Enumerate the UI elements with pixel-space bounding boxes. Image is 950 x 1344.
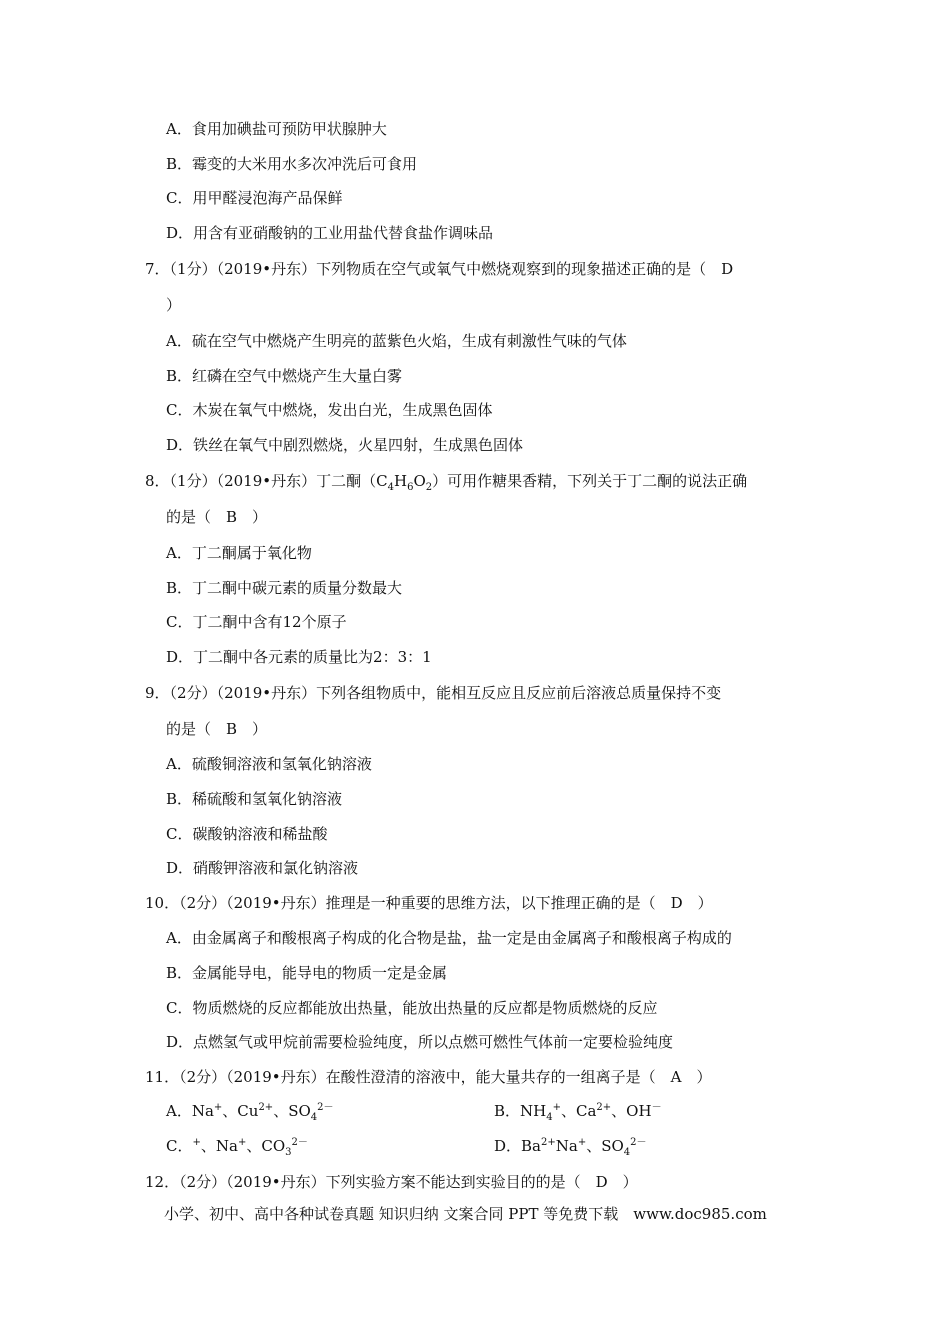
q11-d-text-3: 、SO	[586, 1137, 624, 1155]
q7-option-c: C．木炭在氧气中燃烧，发出白光，生成黑色固体	[166, 401, 493, 419]
q11-c-sup-1: +	[192, 1137, 201, 1148]
q7-option-a: A．硫在空气中燃烧产生明亮的蓝紫色火焰，生成有刺激性气味的气体	[166, 332, 627, 350]
q11-option-c	[166, 1136, 308, 1156]
q11-c-sup-2: +	[237, 1137, 247, 1148]
q10-option-c: C．物质燃烧的反应都能放出热量，能放出热量的反应都是物质燃烧的反应	[166, 999, 658, 1017]
q11-b-text-2: 、Ca	[561, 1102, 597, 1120]
q11-option-d	[494, 1136, 647, 1156]
q8-stem-a: 8．（1分）（2019•丹东）丁二酮（C	[145, 472, 388, 490]
q11-c-sub-3: 3	[285, 1147, 292, 1158]
q9-option-a: A．硫酸铜溶液和氢氧化钠溶液	[166, 755, 372, 773]
q11-c-text-2: 、Na	[200, 1137, 238, 1155]
q10-option-b: B．金属能导电，能导电的物质一定是金属	[166, 964, 448, 982]
q11-d-sup-3: 2－	[630, 1137, 647, 1148]
q11-b-sup-2: 2+	[596, 1102, 612, 1113]
q9-option-b: B．稀硫酸和氢氧化钠溶液	[166, 790, 343, 808]
q7-option-b: B．红磷在空气中燃烧产生大量白雾	[166, 367, 403, 385]
q11-d-text-1: D．Ba	[494, 1137, 541, 1155]
q7-option-d: D．铁丝在氧气中剧烈燃烧，火星四射，生成黑色固体	[166, 436, 524, 454]
q7-stem-cont: ）	[166, 296, 182, 314]
q8-stem-b: ）可用作糖果香精，下列关于丁二酮的说法正确	[432, 472, 748, 490]
q11-b-sup-3: －	[651, 1102, 662, 1113]
q8-option-d: D．丁二酮中各元素的质量比为2：3：1	[166, 648, 432, 666]
q10-stem: 10．（2分）（2019•丹东）推理是一种重要的思维方法，以下推理正确的是（ D ）	[145, 894, 713, 912]
page-footer: 小学、初中、高中各种试卷真题 知识归纳 文案合同 PPT 等免费下载 www.doc985.com	[164, 1205, 767, 1223]
q11-c-text-1: C．	[166, 1137, 193, 1155]
q11-option-a	[166, 1101, 334, 1121]
q11-d-sup-1: 2+	[541, 1137, 556, 1148]
q11-b-sub-1: 4	[546, 1112, 553, 1123]
q11-b-text-1: B．NH	[494, 1102, 547, 1120]
q11-stem: 11．（2分）（2019•丹东）在酸性澄清的溶液中，能大量共存的一组离子是（ A ）	[145, 1068, 712, 1086]
q11-c-sup-3: 2－	[291, 1137, 308, 1148]
q8-option-b: B．丁二酮中碳元素的质量分数最大	[166, 579, 403, 597]
q9-option-c: C．碳酸钠溶液和稀盐酸	[166, 825, 328, 843]
q11-a-text-2: 、Cu	[222, 1102, 259, 1120]
q6-option-d: D．用含有亚硝酸钠的工业用盐代替食盐作调味品	[166, 224, 494, 242]
q12-stem: 12．（2分）（2019•丹东）下列实验方案不能达到实验目的的是（ D ）	[145, 1173, 638, 1191]
q8-sub-2: 2	[425, 482, 433, 493]
q8-sub-6: 6	[407, 482, 414, 493]
q8-sub-4: 4	[387, 482, 394, 493]
q9-option-d: D．硝酸钾溶液和氯化钠溶液	[166, 859, 359, 877]
q9-stem: 9．（2分）（2019•丹东）下列各组物质中，能相互反应且反应前后溶液总质量保持不变	[145, 684, 722, 702]
q11-a-sup-3: 2－	[317, 1102, 334, 1113]
q11-a-sub-3: 4	[310, 1112, 318, 1123]
q11-d-sub-3: 4	[623, 1147, 631, 1158]
q8-stem-cont: 的是（ B ）	[166, 508, 268, 526]
q11-b-sup-1: +	[552, 1102, 561, 1113]
q8-mid-h: H	[393, 472, 408, 490]
q6-option-c: C．用甲醛浸泡海产品保鲜	[166, 189, 343, 207]
q6-option-b: B．霉变的大米用水多次冲洗后可食用	[166, 155, 418, 173]
q6-option-a: A．食用加碘盐可预防甲状腺肿大	[166, 120, 387, 138]
q11-a-text-3: 、SO	[273, 1102, 311, 1120]
q10-option-a: A．由金属离子和酸根离子构成的化合物是盐，盐一定是由金属离子和酸根离子构成的	[166, 929, 732, 947]
q11-c-text-3: 、CO	[246, 1137, 286, 1155]
q8-option-a: A．丁二酮属于氧化物	[166, 544, 312, 562]
q11-a-sup-2: 2+	[258, 1102, 274, 1113]
q11-a-text-1: A．Na	[166, 1102, 214, 1120]
q11-d-text-2: Na	[555, 1137, 578, 1155]
q11-a-sup-1: +	[213, 1102, 223, 1113]
q11-b-text-3: 、OH	[611, 1102, 652, 1120]
q10-option-d: D．点燃氢气或甲烷前需要检验纯度，所以点燃可燃性气体前一定要检验纯度	[166, 1033, 674, 1051]
q9-stem-cont: 的是（ B ）	[166, 720, 268, 738]
q8-mid-o: O	[413, 472, 426, 490]
q11-d-sup-2: +	[577, 1137, 587, 1148]
q7-stem: 7．（1分）（2019•丹东）下列物质在空气或氧气中燃烧观察到的现象描述正确的是（ D	[145, 260, 734, 278]
q8-stem	[145, 471, 747, 491]
q11-option-b	[494, 1101, 662, 1121]
q8-option-c: C．丁二酮中含有12个原子	[166, 613, 347, 631]
